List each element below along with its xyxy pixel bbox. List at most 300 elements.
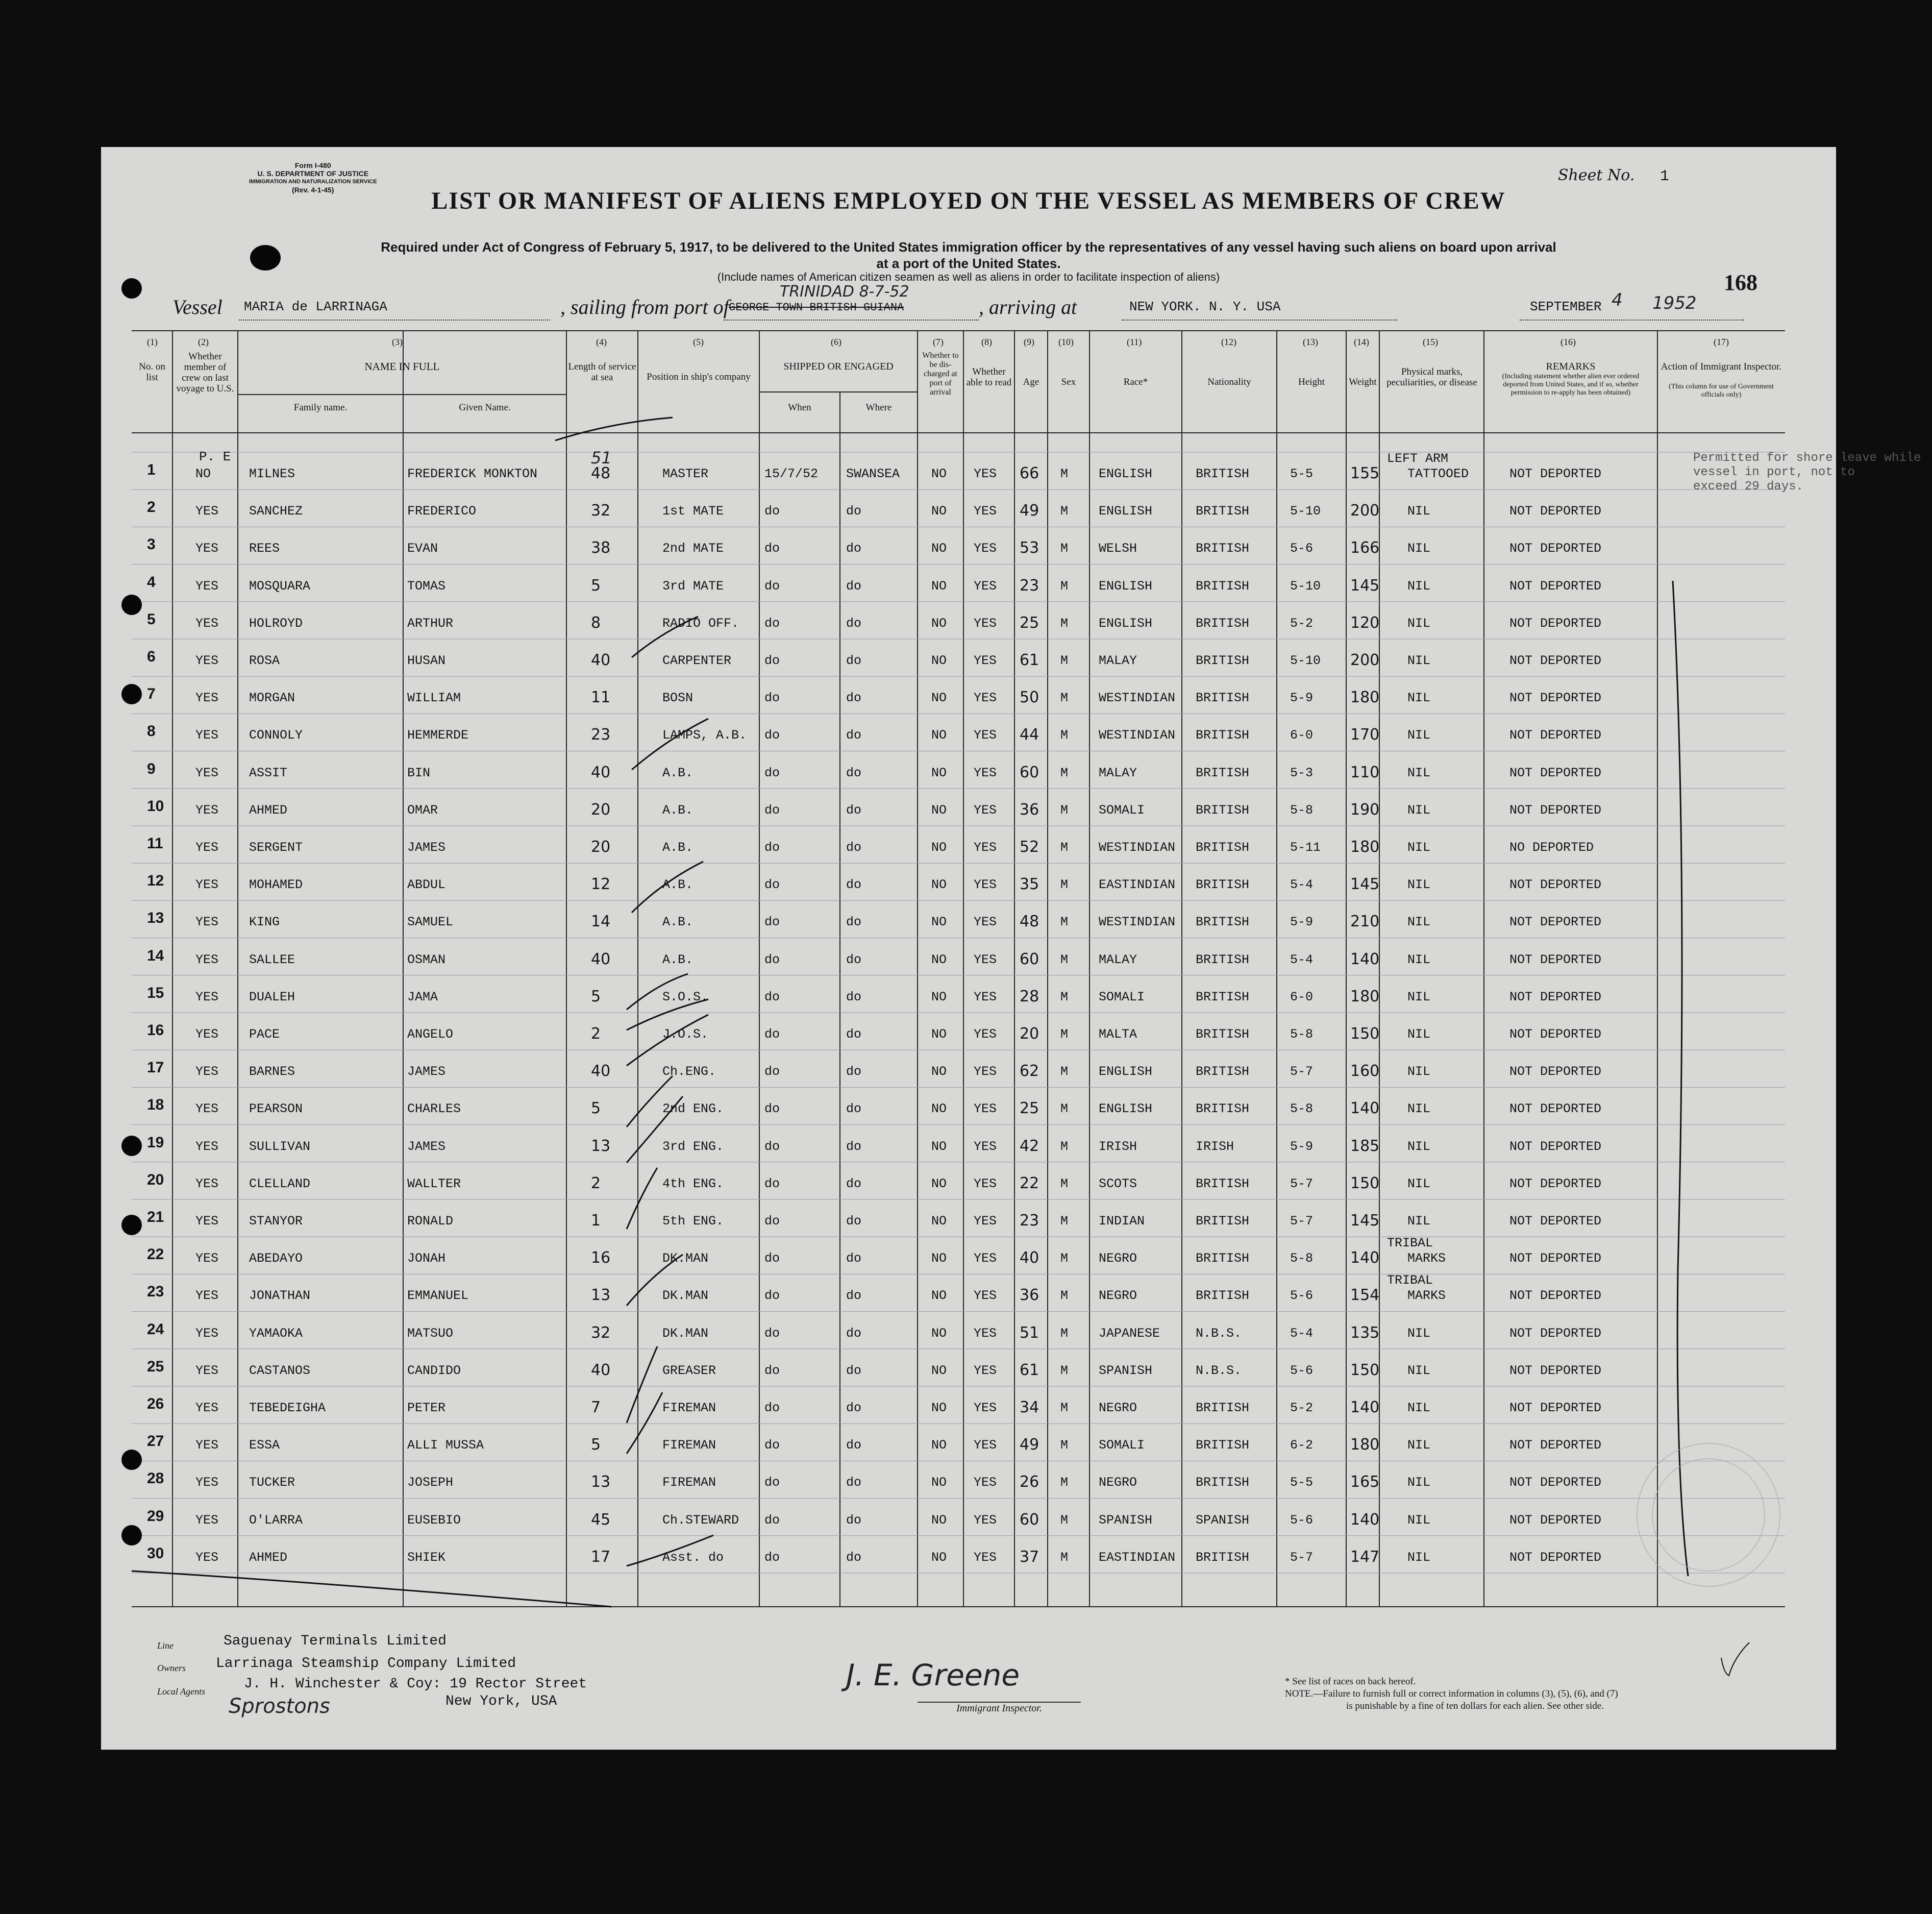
cell-race: SCOTS: [1099, 1176, 1137, 1191]
cell-race: SOMALI: [1099, 1438, 1145, 1453]
cell-physical: NIL: [1407, 952, 1431, 967]
cell-member: YES: [195, 1176, 219, 1191]
cell-height: 5-6: [1290, 541, 1314, 556]
cell-height: 6-0: [1290, 989, 1314, 1004]
cell-race: WESTINDIAN: [1099, 915, 1176, 930]
cell-weight: 185: [1350, 1137, 1380, 1155]
cell-age: 66: [1020, 464, 1039, 482]
cell-length: 13: [591, 1286, 611, 1305]
cell-member: YES: [195, 915, 219, 930]
cell-weight: 155: [1350, 464, 1380, 482]
cell-family: STANYOR: [249, 1214, 303, 1229]
cell-height: 5-8: [1290, 1101, 1314, 1117]
sailing-label: , sailing from port of: [560, 296, 729, 318]
cell-when: do: [764, 1101, 780, 1117]
cell-read: YES: [974, 728, 997, 743]
cell-age: 36: [1020, 800, 1039, 819]
cell-when: do: [764, 1214, 780, 1229]
cell-given: CANDIDO: [407, 1363, 461, 1378]
cell-given: FREDERICO: [407, 504, 477, 519]
cell-family: CASTANOS: [249, 1363, 311, 1378]
cell-race: JAPANESE: [1099, 1326, 1160, 1341]
header-remarks: REMARKS: [1546, 361, 1596, 372]
cell-nationality: BRITISH: [1196, 653, 1250, 668]
cell-race: ENGLISH: [1099, 1101, 1153, 1117]
cell-length: 32: [591, 502, 611, 520]
header-name-in-full: NAME IN FULL: [364, 360, 440, 373]
header-weight: Weight: [1349, 377, 1377, 387]
cell-race: WESTINDIAN: [1099, 728, 1176, 743]
cell-physical: NIL: [1407, 691, 1431, 706]
vessel-name: MARIA de LARRINAGA: [244, 299, 387, 314]
cell-nationality: BRITISH: [1196, 1027, 1250, 1042]
cell-read: YES: [974, 541, 997, 556]
cell-position: 3rd MATE: [662, 578, 724, 594]
header-when: When: [788, 402, 811, 413]
cell-nationality: BRITISH: [1196, 1401, 1250, 1415]
cell-physical: NIL: [1407, 616, 1431, 631]
cell-family: KING: [249, 915, 280, 930]
col-6-number: (6): [831, 337, 841, 347]
cell-family: ASSIT: [249, 765, 288, 780]
cell-weight: 150: [1350, 1174, 1380, 1192]
cell-no: 2: [147, 499, 156, 516]
cell-sex: M: [1060, 1251, 1069, 1266]
cell-no: 18: [147, 1096, 164, 1114]
cell-read: YES: [974, 1475, 997, 1490]
cell-sex: M: [1060, 802, 1069, 818]
col-13-number: (13): [1303, 337, 1318, 347]
cell-race: MALAY: [1099, 653, 1137, 668]
cell-no: 8: [147, 723, 156, 740]
cell-when: do: [764, 989, 780, 1004]
cell-physical: NIL: [1407, 541, 1431, 556]
cell-read: YES: [974, 802, 997, 818]
col-9-number: (9): [1024, 337, 1034, 347]
cell-physical-top: LEFT ARM: [1387, 451, 1449, 466]
cell-remarks: NOT DEPORTED: [1509, 1214, 1602, 1229]
cell-when: do: [764, 616, 780, 631]
cell-where: do: [846, 952, 862, 967]
cell-physical: NIL: [1407, 1512, 1431, 1528]
cell-member: YES: [195, 1326, 219, 1341]
cell-race: WELSH: [1099, 541, 1137, 556]
cell-member: YES: [195, 1027, 219, 1042]
cell-nationality: BRITISH: [1196, 840, 1250, 855]
cell-no: 10: [147, 797, 164, 815]
cell-remarks: NOT DEPORTED: [1509, 1363, 1602, 1378]
owners-label: Owners: [157, 1663, 186, 1673]
punch-hole: [121, 595, 142, 615]
cell-sex: M: [1060, 1101, 1069, 1117]
cell-given: EUSEBIO: [407, 1512, 461, 1528]
cell-read: YES: [974, 765, 997, 780]
cell-age: 36: [1020, 1286, 1039, 1305]
cell-age: 49: [1020, 1436, 1039, 1454]
cell-position: 3rd ENG.: [662, 1139, 724, 1154]
cell-nationality: BRITISH: [1196, 616, 1250, 631]
cell-member: YES: [195, 1064, 219, 1079]
cell-remarks: NOT DEPORTED: [1509, 915, 1602, 930]
col-4-number: (4): [596, 337, 607, 347]
cell-member: NO: [195, 467, 211, 481]
cell-length: 5: [591, 1099, 601, 1118]
cell-sex: M: [1060, 1512, 1069, 1528]
cell-sex: M: [1060, 1401, 1069, 1415]
cell-sex: M: [1060, 877, 1069, 893]
cell-height: 5-8: [1290, 802, 1314, 818]
line-label: Line: [157, 1640, 174, 1651]
cell-remarks: NOT DEPORTED: [1509, 467, 1602, 481]
table-row: [101, 1127, 1836, 1164]
cell-family: O'LARRA: [249, 1512, 303, 1528]
cell-nationality: BRITISH: [1196, 578, 1250, 594]
table-row: [101, 1351, 1836, 1388]
cell-discharge: NO: [931, 616, 947, 631]
cell-family: SANCHEZ: [249, 504, 303, 519]
table-row: [101, 678, 1836, 715]
cell-discharge: NO: [931, 1363, 947, 1378]
table-row: [101, 1388, 1836, 1425]
cell-weight: 166: [1350, 539, 1380, 557]
cell-discharge: NO: [931, 1139, 947, 1154]
cell-read: YES: [974, 691, 997, 706]
cell-where: do: [846, 1176, 862, 1191]
cell-when: do: [764, 1438, 780, 1453]
cell-family: PEARSON: [249, 1101, 303, 1117]
cell-height: 5-2: [1290, 616, 1314, 631]
cell-nationality: BRITISH: [1196, 1214, 1250, 1229]
cell-height: 5-7: [1290, 1550, 1314, 1565]
cell-where: do: [846, 1401, 862, 1415]
cell-where: do: [846, 1326, 862, 1341]
cell-family: ROSA: [249, 653, 280, 668]
col-8-number: (8): [981, 337, 992, 347]
cell-family: AHMED: [249, 802, 288, 818]
cell-discharge: NO: [931, 691, 947, 706]
cell-member: YES: [195, 1363, 219, 1378]
table-row: [101, 492, 1836, 528]
table-row: [101, 865, 1836, 902]
cell-height: 5-2: [1290, 1401, 1314, 1415]
cell-race: NEGRO: [1099, 1475, 1137, 1490]
cell-discharge: NO: [931, 802, 947, 818]
cell-when: 15/7/52: [764, 467, 819, 481]
cell-sex: M: [1060, 1064, 1069, 1079]
cell-weight: 140: [1350, 950, 1380, 968]
cell-age: 28: [1020, 987, 1039, 1005]
cell-nationality: SPANISH: [1196, 1512, 1250, 1528]
cell-weight: 110: [1350, 763, 1380, 781]
cell-length: 2: [591, 1025, 601, 1043]
cell-where: do: [846, 989, 862, 1004]
cell-no: 27: [147, 1433, 164, 1450]
col-17-number: (17): [1714, 337, 1729, 347]
cell-remarks: NOT DEPORTED: [1509, 578, 1602, 594]
cell-given: JAMES: [407, 1064, 446, 1079]
cell-height: 5-9: [1290, 691, 1314, 706]
footer-note-warning: NOTE.—Failure to furnish full or correct information in columns (3), (5), (6), and (7): [1285, 1688, 1618, 1699]
cell-family: MOHAMED: [249, 877, 303, 893]
cell-height: 5-5: [1290, 467, 1314, 481]
action-stamp-line-2: vessel in port, not to: [1693, 465, 1855, 479]
cell-age: 49: [1020, 502, 1039, 520]
cell-family: SERGENT: [249, 840, 303, 855]
cell-discharge: NO: [931, 1176, 947, 1191]
cell-height: 5-10: [1290, 578, 1321, 594]
col-7-number: (7): [933, 337, 944, 347]
cell-when: do: [764, 578, 780, 594]
cell-height: 5-8: [1290, 1027, 1314, 1042]
cell-read: YES: [974, 1251, 997, 1266]
cell-position: 5th ENG.: [662, 1214, 724, 1229]
cell-given: HEMMERDE: [407, 728, 469, 743]
col-15-number: (15): [1423, 337, 1438, 347]
cell-member: YES: [195, 765, 219, 780]
cell-where: do: [846, 1288, 862, 1304]
col-10-number: (10): [1058, 337, 1074, 347]
punch-hole: [121, 1525, 142, 1545]
header-race: Race*: [1123, 377, 1148, 387]
table-row: [101, 1426, 1836, 1462]
cell-position: 4th ENG.: [662, 1176, 724, 1191]
cell-read: YES: [974, 1064, 997, 1079]
cell-weight: 180: [1350, 689, 1380, 707]
cell-remarks: NOT DEPORTED: [1509, 765, 1602, 780]
cell-weight: 145: [1350, 875, 1380, 894]
cell-when: do: [764, 1176, 780, 1191]
cell-position: A.B.: [662, 952, 693, 967]
cell-no: 12: [147, 872, 164, 890]
document-title: LIST OR MANIFEST OF ALIENS EMPLOYED ON THE VESSEL AS MEMBERS OF CREW: [431, 187, 1506, 214]
cell-weight: 160: [1350, 1062, 1380, 1081]
cell-height: 6-2: [1290, 1438, 1314, 1453]
cell-member: YES: [195, 989, 219, 1004]
cell-no: 26: [147, 1395, 164, 1412]
cell-height: 5-3: [1290, 765, 1314, 780]
cell-position: A.B.: [662, 802, 693, 818]
cell-no: 24: [147, 1320, 164, 1338]
cell-no: 21: [147, 1209, 164, 1225]
cell-when: do: [764, 1139, 780, 1154]
cell-nationality: BRITISH: [1196, 1438, 1250, 1453]
cell-given: TOMAS: [407, 578, 446, 594]
cell-given: WALLTER: [407, 1176, 461, 1191]
cell-nationality: BRITISH: [1196, 1064, 1250, 1079]
cell-length: 14: [591, 913, 611, 931]
cell-physical: NIL: [1407, 1176, 1431, 1191]
cell-member: YES: [195, 1401, 219, 1415]
cell-physical: NIL: [1407, 915, 1431, 930]
cell-when: do: [764, 728, 780, 743]
cell-physical: NIL: [1407, 1139, 1431, 1154]
cell-race: ENGLISH: [1099, 616, 1153, 631]
cell-discharge: NO: [931, 1438, 947, 1453]
cell-age: 34: [1020, 1398, 1039, 1416]
cell-remarks: NOT DEPORTED: [1509, 1027, 1602, 1042]
table-row: [101, 604, 1836, 641]
cell-height: 5-7: [1290, 1214, 1314, 1229]
cell-length: 40: [591, 651, 611, 669]
cell-member: YES: [195, 616, 219, 631]
cell-length: 12: [591, 875, 611, 894]
cell-where: do: [846, 1139, 862, 1154]
cell-sex: M: [1060, 765, 1069, 780]
cell-length: 48: [591, 464, 611, 482]
cell-member: YES: [195, 541, 219, 556]
cell-age: 51: [1020, 1323, 1039, 1342]
ink-blot: [250, 245, 281, 271]
cell-physical: NIL: [1407, 504, 1431, 519]
header-discharged: Whether to be dis-charged at port of arrival: [922, 351, 959, 397]
punch-hole: [121, 278, 142, 299]
cell-where: do: [846, 653, 862, 668]
subtitle-line-2: at a port of the United States.: [876, 256, 1061, 271]
cell-given: PETER: [407, 1401, 446, 1415]
cell-physical: NIL: [1407, 1475, 1431, 1490]
cell-member: YES: [195, 504, 219, 519]
cell-age: 26: [1020, 1473, 1039, 1491]
cell-remarks: NOT DEPORTED: [1509, 541, 1602, 556]
table-row: [101, 1164, 1836, 1201]
agents-value-2: New York, USA: [445, 1694, 557, 1709]
cell-when: do: [764, 1475, 780, 1490]
cell-when: do: [764, 877, 780, 893]
cell-position: CARPENTER: [662, 653, 732, 668]
cell-weight: 180: [1350, 1436, 1380, 1454]
table-row: [101, 753, 1836, 790]
cell-weight: 180: [1350, 987, 1380, 1005]
cell-age: 61: [1020, 1361, 1039, 1379]
cell-length: 13: [591, 1137, 611, 1155]
cell-weight: 120: [1350, 614, 1380, 632]
cell-family: TUCKER: [249, 1475, 295, 1490]
cell-length: 38: [591, 539, 611, 557]
cell-discharge: NO: [931, 1401, 947, 1415]
cell-race: INDIAN: [1099, 1214, 1145, 1229]
cell-no: 11: [147, 835, 163, 852]
cell-age: 23: [1020, 576, 1039, 595]
cell-position: MASTER: [662, 467, 709, 481]
cell-remarks: NOT DEPORTED: [1509, 1401, 1602, 1415]
cell-position: J.O.S.: [662, 1027, 709, 1042]
cell-discharge: NO: [931, 840, 947, 855]
cell-nationality: BRITISH: [1196, 1101, 1250, 1117]
cell-given: ANGELO: [407, 1027, 454, 1042]
cell-weight: 165: [1350, 1473, 1380, 1491]
cell-member: YES: [195, 1139, 219, 1154]
cell-position: 1st MATE: [662, 504, 724, 519]
cell-sex: M: [1060, 1475, 1069, 1490]
cell-discharge: NO: [931, 1214, 947, 1229]
cell-read: YES: [974, 840, 997, 855]
cell-member: YES: [195, 728, 219, 743]
table-row: [101, 977, 1836, 1014]
cell-sex: M: [1060, 578, 1069, 594]
cell-read: YES: [974, 653, 997, 668]
cell-nationality: BRITISH: [1196, 1475, 1250, 1490]
cell-physical: NIL: [1407, 1101, 1431, 1117]
header-shipped-engaged: SHIPPED OR ENGAGED: [783, 361, 894, 372]
cell-position: Ch.STEWARD: [662, 1512, 739, 1528]
cell-member: YES: [195, 1512, 219, 1528]
cell-length: 20: [591, 800, 611, 819]
cell-length: 20: [591, 838, 611, 856]
punch-hole: [121, 1450, 142, 1470]
arriving-label: , arriving at: [979, 296, 1077, 318]
cell-height: 5-6: [1290, 1288, 1314, 1304]
cell-weight: 145: [1350, 576, 1380, 595]
cell-nationality: N.B.S.: [1196, 1363, 1242, 1378]
cell-weight: 145: [1350, 1212, 1380, 1230]
cell-discharge: NO: [931, 504, 947, 519]
cell-member: YES: [195, 952, 219, 967]
col-2-number: (2): [198, 337, 209, 347]
cell-nationality: BRITISH: [1196, 504, 1250, 519]
cell-no: 25: [147, 1358, 164, 1375]
cell-nationality: BRITISH: [1196, 877, 1250, 893]
cell-family: MORGAN: [249, 691, 295, 706]
cell-given: EVAN: [407, 541, 438, 556]
cell-remarks: NO DEPORTED: [1509, 840, 1594, 855]
cell-height: 6-0: [1290, 728, 1314, 743]
cell-physical: NIL: [1407, 1214, 1431, 1229]
cell-discharge: NO: [931, 1064, 947, 1079]
cell-age: 44: [1020, 726, 1039, 744]
cell-read: YES: [974, 915, 997, 930]
cell-physical: NIL: [1407, 1027, 1431, 1042]
cell-sex: M: [1060, 616, 1069, 631]
cell-sex: M: [1060, 915, 1069, 930]
cell-where: do: [846, 1101, 862, 1117]
cell-member: YES: [195, 1550, 219, 1565]
cell-position: 2nd MATE: [662, 541, 724, 556]
cell-remarks: NOT DEPORTED: [1509, 616, 1602, 631]
cell-race: NEGRO: [1099, 1251, 1137, 1266]
cell-remarks: NOT DEPORTED: [1509, 1326, 1602, 1341]
cell-discharge: NO: [931, 765, 947, 780]
cell-physical: NIL: [1407, 728, 1431, 743]
header-remarks-note: (Including statement whether alien ever ordered deported from United States, and if so, whether permission to re-apply has been obtained): [1502, 373, 1640, 397]
table-row: [101, 1015, 1836, 1051]
cell-read: YES: [974, 952, 997, 967]
cell-sex: M: [1060, 467, 1069, 481]
cell-weight: 170: [1350, 726, 1380, 744]
cell-age: 23: [1020, 1212, 1039, 1230]
cell-where: SWANSEA: [846, 467, 900, 481]
cell-length: 45: [591, 1510, 611, 1529]
col-12-number: (12): [1221, 337, 1236, 347]
cell-where: do: [846, 915, 862, 930]
cell-discharge: NO: [931, 578, 947, 594]
cell-position: A.B.: [662, 840, 693, 855]
table-row: [101, 1236, 1836, 1275]
cell-age: 62: [1020, 1062, 1039, 1081]
cell-nationality: BRITISH: [1196, 765, 1250, 780]
cell-given: JONAH: [407, 1251, 446, 1266]
table-row: [101, 1463, 1836, 1500]
cell-height: 5-5: [1290, 1475, 1314, 1490]
cell-nationality: BRITISH: [1196, 1288, 1250, 1304]
cell-nationality: BRITISH: [1196, 691, 1250, 706]
cell-given: SHIEK: [407, 1550, 446, 1565]
table-row: [101, 1273, 1836, 1313]
cell-height: 5-4: [1290, 952, 1314, 967]
cell-family: DUALEH: [249, 989, 295, 1004]
cell-race: NEGRO: [1099, 1401, 1137, 1415]
cell-weight: 180: [1350, 838, 1380, 856]
cell-when: do: [764, 765, 780, 780]
